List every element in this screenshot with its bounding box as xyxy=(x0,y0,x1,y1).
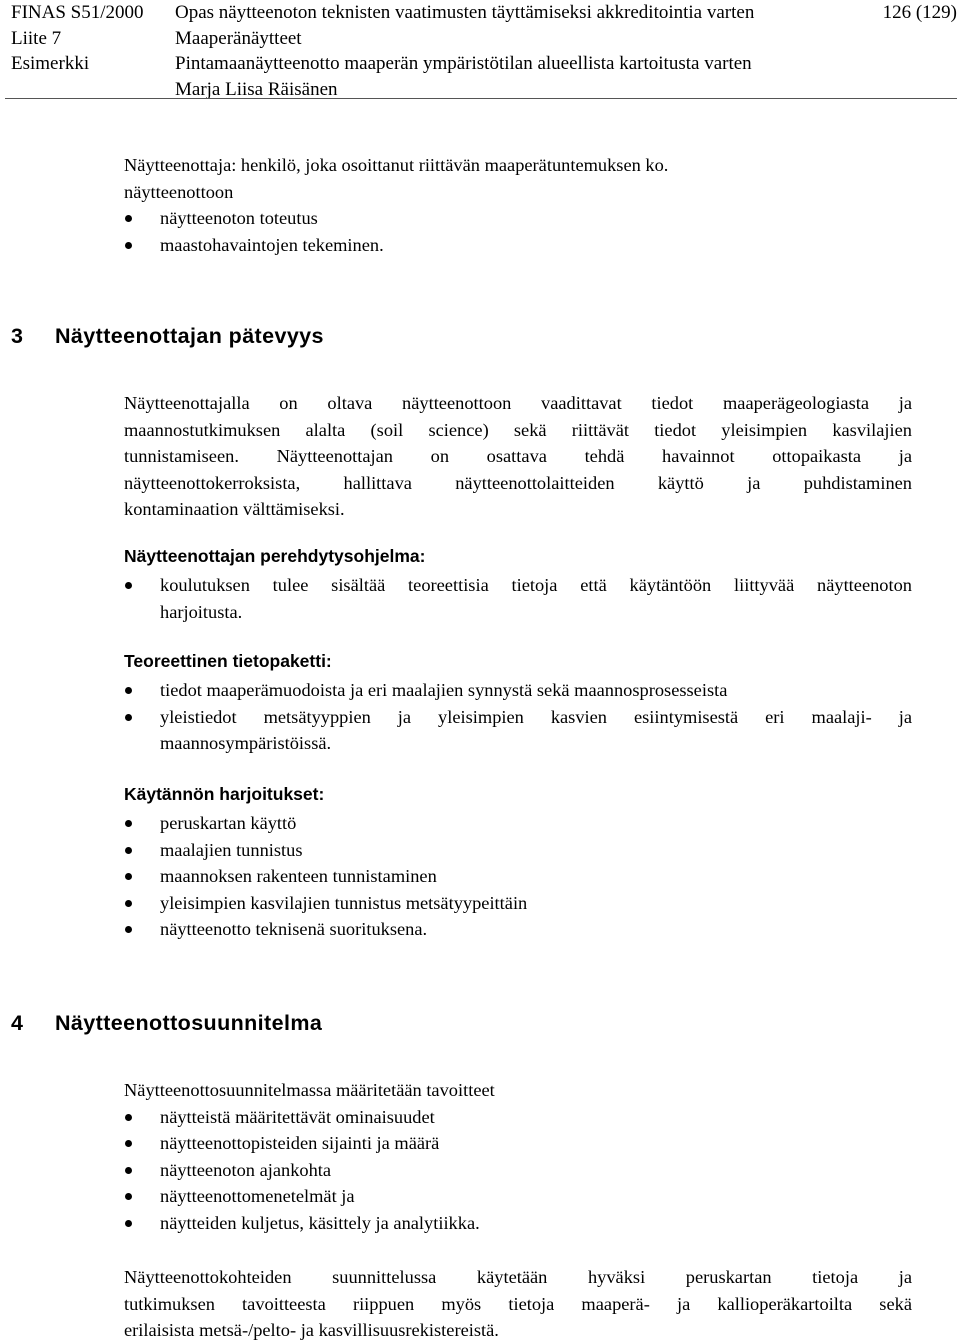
doc-code: FINAS S51/2000 xyxy=(11,2,144,23)
list-item-continuation: maannosympäristöissä. xyxy=(160,733,332,754)
list-item: tiedot maaperämuodoista ja eri maalajien synnystä sekä maannosprosesseista xyxy=(124,677,912,704)
subheading: Teoreettinen tietopaketti: xyxy=(124,651,332,671)
section-heading xyxy=(11,1011,322,1036)
list-item: näytteenotto teknisenä suorituksena. xyxy=(124,916,527,943)
list-item: yleisimpien kasvilajien tunnistus metsätyypeittäin xyxy=(124,890,527,917)
section-number: 3 xyxy=(11,324,24,348)
paragraph-line: erilaisista metsä-/pelto- ja kasvillisuusrekistereistä. xyxy=(124,1320,499,1341)
appendix-label: Liite 7 xyxy=(11,27,62,49)
page-number: 126 (129) xyxy=(882,2,957,23)
list-item: näytteistä määritettävät ominaisuudet xyxy=(124,1104,495,1131)
intro-line: Näytteenottaja: henkilö, joka osoittanut riittävän maaperätuntemuksen ko. xyxy=(124,155,669,175)
list-item: näytteiden kuljetus, käsittely ja analytiikka. xyxy=(124,1210,495,1237)
subheading: Käytännön harjoitukset: xyxy=(124,784,325,804)
intro-block xyxy=(124,152,668,258)
paragraph-line: Näytteenottokohteiden suunnittelussa käytetään hyväksi peruskartan tietoja ja xyxy=(124,1267,912,1287)
list-item: maalajien tunnistus xyxy=(124,837,527,864)
paragraph-line: tutkimuksen tavoitteesta riippuen myös tietoja maaperä- ja kallioperäkartoilta sekä xyxy=(124,1293,912,1314)
bullet-list xyxy=(124,677,912,757)
list-item-continuation: harjoitusta. xyxy=(160,601,243,622)
list-item xyxy=(124,572,912,599)
list-item xyxy=(124,704,912,731)
subheading: Näytteenottajan perehdytysohjelma: xyxy=(124,546,426,566)
header-divider xyxy=(5,98,957,99)
paragraph-line: tunnistamiseen. Näytteenottajan on osattava tehdä havainnot ottopaikasta ja xyxy=(124,446,912,467)
paragraph-line: maannostutkimuksen alalta (soil science) sekä riittävät tiedot yleisimpien kasvilajien xyxy=(124,419,912,440)
paragraph xyxy=(124,390,912,523)
list-item: näytteenottopisteiden sijainti ja määrä xyxy=(124,1130,495,1157)
list-item: näytteenottomenetelmät ja xyxy=(124,1183,495,1210)
example-label: Esimerkki xyxy=(11,53,90,74)
page-header xyxy=(11,0,957,102)
paragraph-line: kontaminaation välttämiseksi. xyxy=(124,499,345,520)
example-title: Pintamaanäytteenotto maaperän ympäristötilan alueellista kartoitusta varten xyxy=(175,53,752,74)
paragraph xyxy=(124,1264,912,1344)
list-item: näytteenoton ajankohta xyxy=(124,1157,495,1184)
intro-line: näytteenottoon xyxy=(124,181,234,202)
list-item-text: yleistiedot metsätyyppien ja yleisimpien kasvien esiintymisestä eri maalaji- ja xyxy=(160,706,912,727)
section-title: Näytteenottosuunnitelma xyxy=(55,1011,323,1035)
section-heading xyxy=(11,324,324,349)
paragraph-line: Näytteenottajalla on oltava näytteenottoon vaadittavat tiedot maaperägeologiasta ja xyxy=(124,393,912,413)
doc-title: Opas näytteenoton teknisten vaatimusten täyttämiseksi akkreditointia varten xyxy=(175,2,755,23)
list-item: näytteenoton toteutus xyxy=(124,205,668,232)
author: Marja Liisa Räisänen xyxy=(175,78,338,100)
list-item: peruskartan käyttö xyxy=(124,810,527,837)
list-item: maastohavaintojen tekeminen. xyxy=(124,232,668,259)
list-intro: Näytteenottosuunnitelmassa määritetään tavoitteet xyxy=(124,1080,495,1100)
list-item-text: koulutuksen tulee sisältää teoreettisia tietoja että käytäntöön liittyvää näytteenoton xyxy=(160,575,912,595)
bullet-list xyxy=(124,1077,495,1237)
appendix-title: Maaperänäytteet xyxy=(175,27,302,49)
bullet-list xyxy=(124,810,527,943)
bullet-list xyxy=(124,572,912,625)
section-title: Näytteenottajan pätevyys xyxy=(55,324,324,348)
list-item: maannoksen rakenteen tunnistaminen xyxy=(124,863,527,890)
section-number: 4 xyxy=(11,1011,24,1035)
paragraph-line: näytteenottokerroksista, hallittava näytteenottolaitteiden käyttö ja puhdistaminen xyxy=(124,472,912,493)
